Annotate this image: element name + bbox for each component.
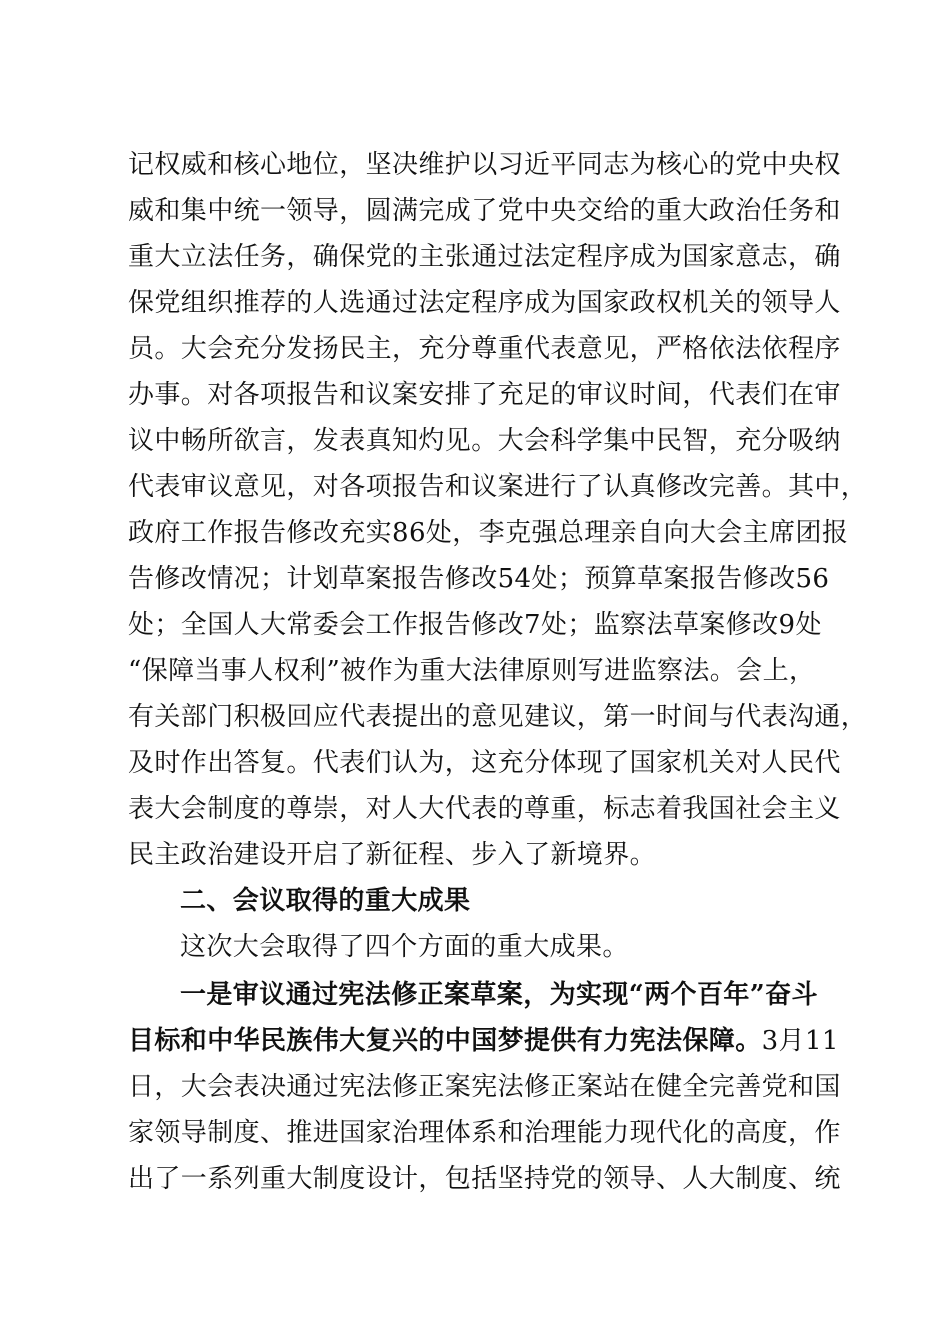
paragraph-line: 有关部门积极回应代表提出的意见建议，第一时间与代表沟通， — [128, 702, 868, 732]
bold-point-line-end: 目标和中华民族伟大复兴的中国梦提供有力宪法保障。 — [128, 1026, 762, 1056]
paragraph-line: 议中畅所欲言，发表真知灼见。大会科学集中民智，充分吸纳 — [128, 426, 841, 456]
paragraph-line — [128, 1026, 838, 1056]
paragraph-line: 民主政治建设开启了新征程、步入了新境界。 — [128, 840, 657, 870]
paragraph-line: 员。大会充分发扬民主，充分尊重代表意见，严格依法依程序 — [128, 334, 841, 364]
paragraph-line: “保障当事人权利”被作为重大法律原则写进监察法。会上， — [128, 656, 816, 686]
paragraph-line: 处；全国人大常委会工作报告修改7处；监察法草案修改9处 — [128, 610, 822, 640]
section-heading: 二、会议取得的重大成果 — [180, 886, 471, 916]
paragraph-line: 日，大会表决通过宪法修正案宪法修正案站在健全完善党和国 — [128, 1072, 841, 1102]
paragraph-line: 政府工作报告修改充实86处，李克强总理亲自向大会主席团报 — [128, 518, 849, 548]
paragraph-line: 记权威和核心地位，坚决维护以习近平同志为核心的党中央权 — [128, 150, 841, 180]
paragraph-line: 代表审议意见，对各项报告和议案进行了认真修改完善。其中， — [128, 472, 868, 502]
paragraph-line: 及时作出答复。代表们认为，这充分体现了国家机关对人民代 — [128, 748, 841, 778]
paragraph-line: 家领导制度、推进国家治理体系和治理能力现代化的高度，作 — [128, 1118, 841, 1148]
date-text: 3月11 — [761, 1026, 839, 1056]
paragraph-line: 重大立法任务，确保党的主张通过法定程序成为国家意志，确 — [128, 242, 841, 272]
paragraph-line: 保党组织推荐的人选通过法定程序成为国家政权机关的领导人 — [128, 288, 841, 318]
bold-point-line: 一是审议通过宪法修正案草案，为实现“两个百年”奋斗 — [180, 980, 818, 1010]
paragraph-line: 告修改情况；计划草案报告修改54处；预算草案报告修改56 — [128, 564, 830, 594]
paragraph-line: 出了一系列重大制度设计，包括坚持党的领导、人大制度、统 — [128, 1164, 841, 1194]
paragraph-line: 表大会制度的尊崇，对人大代表的尊重，标志着我国社会主义 — [128, 794, 841, 824]
section-intro: 这次大会取得了四个方面的重大成果。 — [180, 932, 629, 962]
paragraph-line: 办事。对各项报告和议案安排了充足的审议时间，代表们在审 — [128, 380, 841, 410]
paragraph-line: 威和集中统一领导，圆满完成了党中央交给的重大政治任务和 — [128, 196, 841, 226]
